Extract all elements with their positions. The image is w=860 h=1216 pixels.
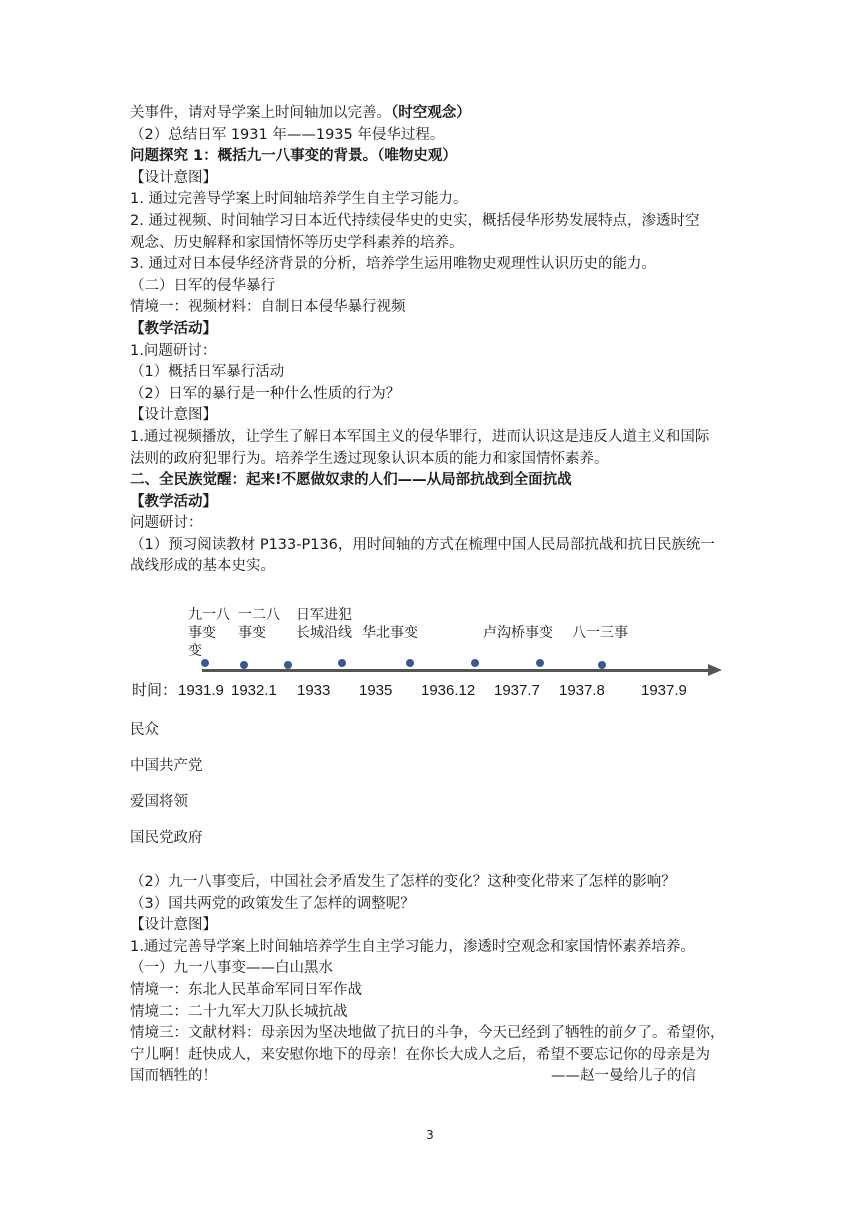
timeline-event-label-line: 九一八 <box>188 607 230 623</box>
text-line: （3）国共两党的政策发生了怎样的调整呢？ <box>130 895 415 912</box>
text-line: （2）九一八事变后，中国社会矛盾发生了怎样的变化？这种变化带来了怎样的影响？ <box>130 874 676 890</box>
timeline-time-label: 1936.12 <box>421 682 476 699</box>
text-line: 2. 通过视频、时间轴学习日本近代持续侵华史的史实，概括侵华形势发展特点，渗透时空 <box>130 212 700 229</box>
timeline-row-label: 国民党政府 <box>130 830 203 846</box>
text-line: （二）日军的侵华暴行 <box>130 277 275 294</box>
timeline-time-label: 1932.1 <box>231 682 277 699</box>
timeline-event-label <box>296 606 352 642</box>
text-line: 1.通过视频播放，让学生了解日本军国主义的侵华罪行，进而认识这是违反人道主义和国际 <box>130 428 710 445</box>
text-line: （2）日军的暴行是一种什么性质的行为？ <box>130 385 401 402</box>
timeline-time-label: 1935 <box>359 682 393 699</box>
arrow-right-icon <box>708 664 722 676</box>
text-line: 【设计意图】 <box>130 917 217 934</box>
timeline-dot <box>338 659 346 667</box>
timeline-axis <box>202 669 712 672</box>
timeline-event-label-line: 一二八 <box>238 607 280 623</box>
text-line: 1. 通过完善导学案上时间轴培养学生自主学习能力。 <box>130 191 468 208</box>
text-line: 【设计意图】 <box>130 407 217 424</box>
timeline-event-label <box>238 606 280 642</box>
body-text-bottom <box>130 872 740 1088</box>
timeline-row-label: 爱国将领 <box>130 794 188 810</box>
text-line: （一）九一八事变——白山黑水 <box>130 960 333 977</box>
timeline-event-label-line: 长城沿线 <box>296 625 352 641</box>
timeline-dot <box>598 661 606 669</box>
timeline-time-prefix: 时间： <box>132 682 178 699</box>
timeline-event-label <box>362 624 418 642</box>
timeline-event-label <box>572 624 628 642</box>
quote-text: 国而牺牲的！ <box>130 1068 217 1085</box>
timeline-event-label <box>188 606 230 660</box>
timeline-dot <box>201 659 209 667</box>
text-line: 问题研讨： <box>130 515 203 532</box>
body-text-top <box>130 103 740 578</box>
timeline-event-label-line: 变 <box>188 643 202 659</box>
timeline-dot <box>536 659 544 667</box>
timeline-event-label-line: 八一三事 <box>572 625 628 641</box>
timeline-event-label-line: 事变 <box>188 625 216 641</box>
text-line: 情境一：视频材料：自制日本侵华暴行视频 <box>130 299 406 316</box>
quote-line <box>130 1066 740 1088</box>
text-line: 3. 通过对日本侵华经济背景的分析，培养学生运用唯物史观理性认识历史的能力。 <box>130 256 656 273</box>
text-line: 1.问题研讨： <box>130 342 217 359</box>
timeline-time-label: 1937.9 <box>641 682 687 699</box>
timeline-dot <box>471 659 479 667</box>
timeline-dot <box>406 659 414 667</box>
text-line: 情境一：东北人民革命军同日军作战 <box>130 981 362 998</box>
text-line: 战线形成的基本史实。 <box>130 558 275 575</box>
timeline-dot <box>240 661 248 669</box>
text-line: 关事件，请对导学案上时间轴加以完善。（时空观念） <box>130 105 471 121</box>
text-line: 【设计意图】 <box>130 169 217 186</box>
quote-source: ——赵一曼给儿子的信 <box>551 1068 696 1085</box>
text-line: （1）概括日军暴行活动 <box>130 364 285 381</box>
section-heading: 【教学活动】 <box>130 320 217 337</box>
text-line: 情境三：文献材料：母亲因为坚决地做了抗日的斗争，今天已经到了牺牲的前夕了。希望你， <box>130 1025 725 1042</box>
timeline-diagram <box>130 606 730 706</box>
text-line: 宁儿啊！赶快成人，来安慰你地下的母亲！在你长大成人之后，希望不要忘记你的母亲是为 <box>130 1046 710 1063</box>
section-heading: 【教学活动】 <box>130 493 217 510</box>
timeline-row-label: 中国共产党 <box>130 758 203 774</box>
timeline-event-label-line: 日军进犯 <box>296 607 352 623</box>
timeline-time-label: 1933 <box>297 682 331 699</box>
text-line: （2）总结日军 1931 年——1935 年侵华过程。 <box>130 126 445 143</box>
section-heading: 二、全民族觉醒：起来!不愿做奴隶的人们——从局部抗战到全面抗战 <box>130 472 572 489</box>
section-heading: 问题探究 1：概括九一八事变的背景。（唯物史观） <box>130 148 457 165</box>
timeline-event-label-line: 事变 <box>238 625 266 641</box>
text-line: 1.通过完善导学案上时间轴培养学生自主学习能力，渗透时空观念和家国情怀素养培养。 <box>130 938 695 955</box>
text-line: 观念、历史解释和家国情怀等历史学科素养的培养。 <box>130 234 464 251</box>
text-line: 法则的政府犯罪行为。培养学生透过现象认识本质的能力和家国情怀素养。 <box>130 450 609 467</box>
timeline-time-label: 1931.9 <box>178 682 224 699</box>
timeline-row-label: 民众 <box>130 722 159 738</box>
timeline-time-label: 1937.8 <box>559 682 605 699</box>
timeline-event-label-line: 卢沟桥事变 <box>483 625 553 641</box>
timeline-time-label: 1937.7 <box>494 682 540 699</box>
timeline-event-label <box>483 624 553 642</box>
timeline-event-label-line: 华北事变 <box>362 625 418 641</box>
page-number: 3 <box>426 1128 434 1142</box>
text-line: （1）预习阅读教材 P133-P136，用时间轴的方式在梳理中国人民局部抗战和抗日民族统一 <box>130 536 715 553</box>
text-line: 情境二：二十九军大刀队长城抗战 <box>130 1003 348 1020</box>
timeline-dot <box>284 661 292 669</box>
